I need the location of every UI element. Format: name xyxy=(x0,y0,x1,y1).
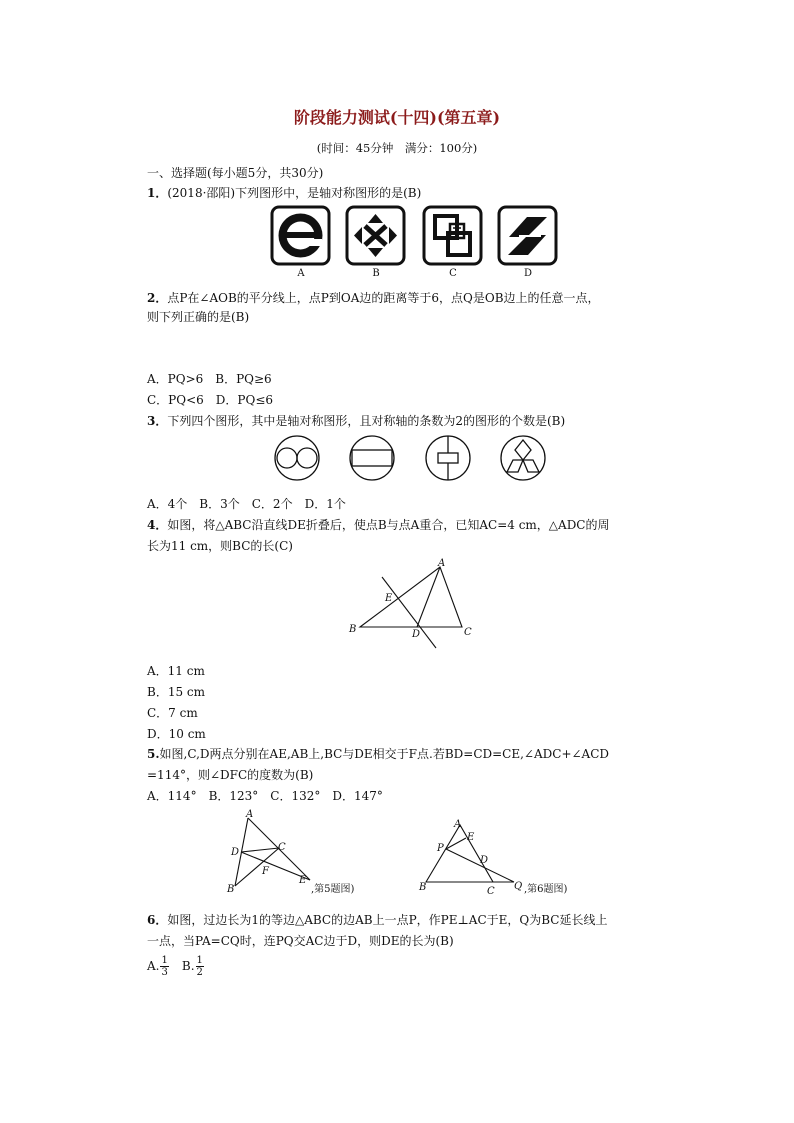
point-a: A xyxy=(438,558,446,569)
point-b: B xyxy=(349,624,357,635)
question-4-option-b: B．15 cm xyxy=(147,685,206,699)
question-5-number: 5. xyxy=(147,747,160,761)
figure-label-c: C xyxy=(449,268,457,279)
q6-point-q: Q xyxy=(514,881,523,892)
question-5-text: 如图,C,D两点分别在AE,AB上,BC与DE相交于F点.若BD=CD=CE,∠ADC+∠ACD xyxy=(159,747,610,761)
fold-line-de xyxy=(382,577,436,648)
question-1-text: (2018·邵阳)下列图形中，是轴对称图形的是(B) xyxy=(167,186,422,200)
q6-option-b-fraction xyxy=(196,955,204,978)
figure-a-e-logo xyxy=(272,207,329,264)
q6-option-a-fraction xyxy=(160,955,168,978)
question-4-option-c: C．7 cm xyxy=(147,706,198,720)
q5-point-b: B xyxy=(227,884,235,895)
section-heading: 一、选择题(每小题5分，共30分) xyxy=(147,166,324,180)
q6-option-b-numerator: 1 xyxy=(196,955,203,966)
figure-b-arrows-logo xyxy=(347,207,404,264)
q6-point-c: C xyxy=(487,886,495,897)
q6-option-a-numerator: 1 xyxy=(161,955,168,966)
q6-option-b-denominator: 2 xyxy=(196,967,203,978)
question-1-figures xyxy=(265,202,565,282)
q5-point-e: E xyxy=(299,875,307,886)
question-4-line-2: 长为11 cm，则BC的长(C) xyxy=(147,539,293,553)
question-6-line-2: 一点，当PA=CQ时，连PQ交AC边于D，则DE的长为(B) xyxy=(147,934,454,948)
q6-option-a-label: A. xyxy=(147,959,160,973)
q5-point-d: D xyxy=(231,847,240,858)
question-1 xyxy=(147,184,421,201)
question-3-figures xyxy=(270,435,555,485)
question-6-line-1 xyxy=(147,911,607,928)
question-4-option-d: D．10 cm xyxy=(147,727,206,741)
question-2-number: 2． xyxy=(147,291,168,305)
question-2-line-1 xyxy=(147,289,600,306)
question-4-number: 4． xyxy=(147,518,168,532)
question-1-number: 1． xyxy=(147,186,168,200)
page-title: 阶段能力测试(十四)(第五章) xyxy=(293,108,501,127)
question-5-line-1 xyxy=(147,745,609,762)
question-3 xyxy=(147,412,565,429)
question-3-number: 3． xyxy=(147,414,168,428)
figure-circle-cross xyxy=(426,436,470,480)
question-6-text: 如图，过边长为1的等边△ABC的边AB上一点P，作PE⊥AC于E，Q为BC延长线上 xyxy=(167,913,608,927)
figure-circle-diamonds xyxy=(501,436,545,480)
figure-label-a: A xyxy=(297,268,305,279)
question-2-text: 点P在∠AOB的平分线上，点P到OA边的距离等于6，点Q是OB边上的任意一点， xyxy=(167,291,600,305)
figure-circle-rectangle xyxy=(350,436,394,480)
figure-two-circles xyxy=(275,436,319,480)
q6-option-b-label: B. xyxy=(181,959,195,973)
question-6-number: 6． xyxy=(147,913,168,927)
question-2-options-1: A．PQ>6 B．PQ≥6 xyxy=(147,372,272,386)
q5-point-c: C xyxy=(278,842,286,853)
q5-point-f: F xyxy=(262,866,269,877)
question-6-options xyxy=(147,955,205,978)
question-5-line-2: =114°，则∠DFC的度数为(B) xyxy=(147,768,314,782)
triangle-abc xyxy=(360,567,462,627)
question-5-figure xyxy=(225,808,395,898)
point-c: C xyxy=(464,627,472,638)
question-2-line-2: 则下列正确的是(B) xyxy=(147,310,250,324)
figure-d-s-logo xyxy=(499,207,556,264)
q6-point-d: D xyxy=(480,855,489,866)
q6-option-a-denominator: 3 xyxy=(161,967,168,978)
q5-caption: ,第5题图) xyxy=(311,884,355,895)
point-e: E xyxy=(385,593,393,604)
question-2-options-2: C．PQ<6 D．PQ≤6 xyxy=(147,393,274,407)
question-6-figure xyxy=(418,815,598,897)
question-4-text: 如图，将△ABC沿直线DE折叠后，使点B与点A重合，已知AC=4 cm，△ADC的周 xyxy=(167,518,610,532)
page-subtitle: (时间：45分钟 满分：100分) xyxy=(316,141,478,155)
q6-caption: ,第6题图) xyxy=(524,884,568,895)
question-4-option-a: A．11 cm xyxy=(147,664,205,678)
figure-c-knot-logo xyxy=(424,207,481,264)
q6-point-b: B xyxy=(419,882,427,893)
q5-point-a: A xyxy=(246,809,254,820)
question-3-options: A．4个 B．3个 C．2个 D．1个 xyxy=(147,497,346,511)
q6-point-a: A xyxy=(454,819,462,830)
point-d: D xyxy=(412,629,421,640)
q6-point-e: E xyxy=(467,832,475,843)
question-5-options: A．114° B．123° C．132° D．147° xyxy=(147,789,383,803)
figure-label-d: D xyxy=(523,268,533,279)
question-3-text: 下列四个图形，其中是轴对称图形，且对称轴的条数为2的图形的个数是(B) xyxy=(167,414,566,428)
figure-label-b: B xyxy=(372,268,380,279)
question-4-line-1 xyxy=(147,516,610,533)
question-4-figure xyxy=(340,555,480,650)
q6-point-p: P xyxy=(437,843,444,854)
